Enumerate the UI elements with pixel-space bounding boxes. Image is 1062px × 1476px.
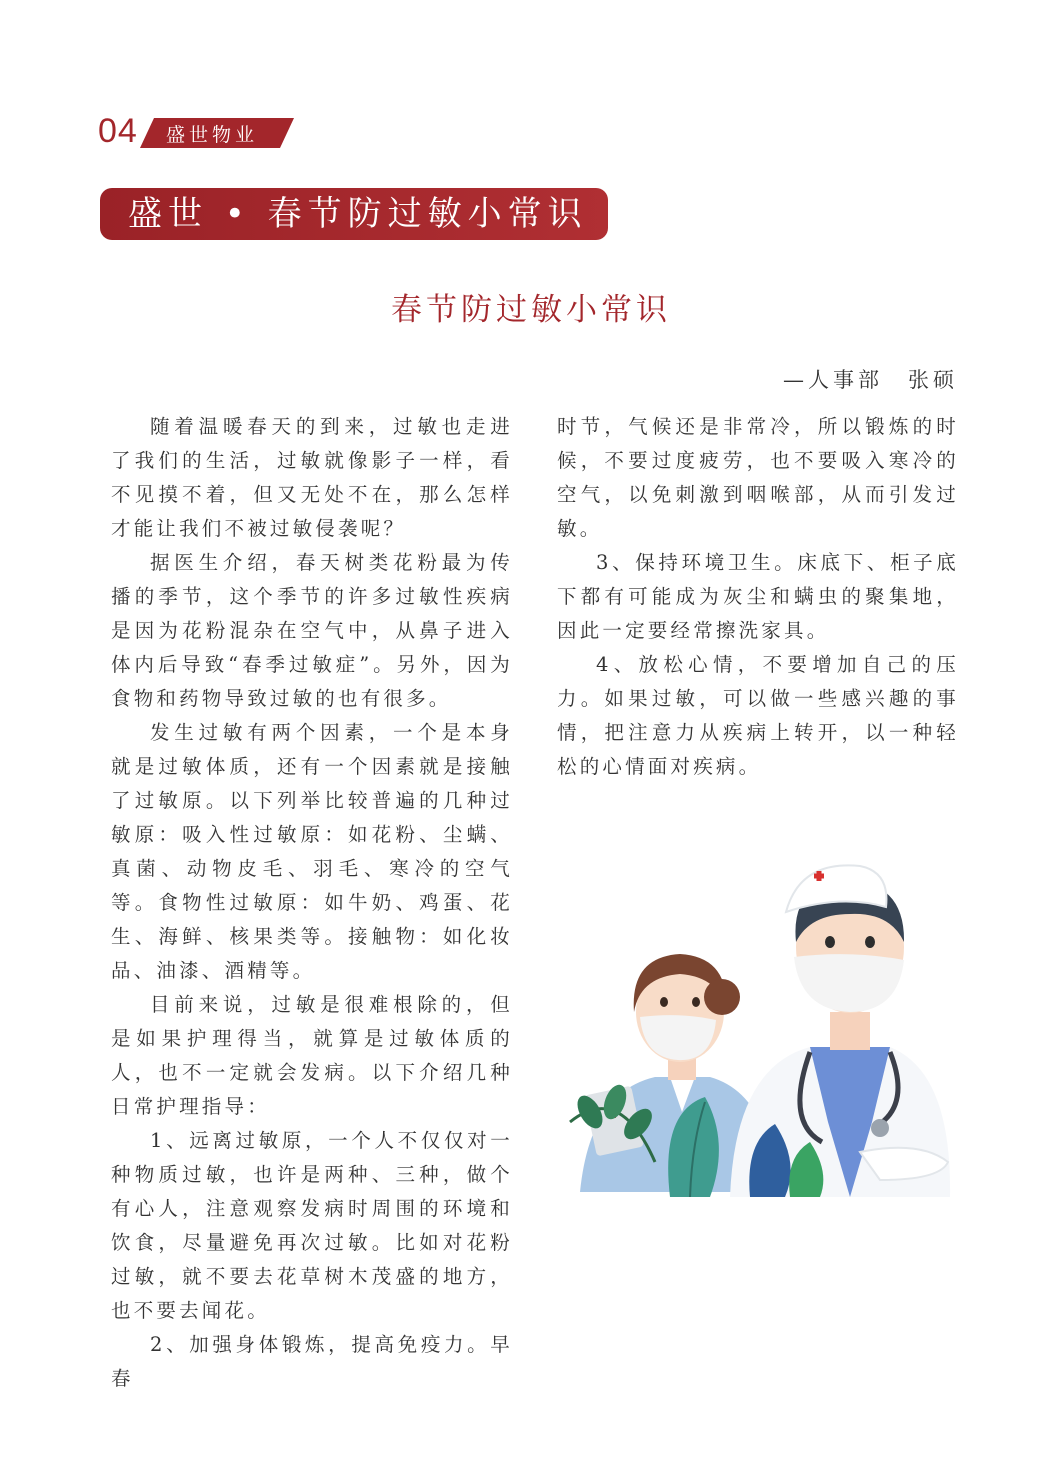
paragraph: 据医生介绍，春天树类花粉最为传播的季节，这个季节的许多过敏性疾病是因为花粉混杂在空气中，从鼻子进入体内后导致“春季过敏症”。另外，因为食物和药物导致过敏的也有很多。	[111, 551, 513, 710]
doctor-nurse-illustration	[560, 862, 960, 1207]
paragraph: 1、远离过敏原，一个人不仅仅对一种物质过敏，也许是两种、三种，做个有心人，注意观察发病时周围的环境和饮食，尽量避免再次过敏。比如对花粉过敏，就不要去花草树木茂盛的地方，也不要去闻花。	[111, 1129, 513, 1322]
paragraph: 随着温暖春天的到来，过敏也走进了我们的生活，过敏就像影子一样，看不见摸不着，但又无处不在，那么怎样才能让我们不被过敏侵袭呢？	[111, 415, 513, 540]
byline: —人事部 张硕	[783, 368, 958, 392]
section-banner-title: 盛世 • 春节防过敏小常识	[128, 194, 588, 234]
paragraph: 目前来说，过敏是很难根除的，但是如果护理得当，就算是过敏体质的人，也不一定就会发病。以下介绍几种日常护理指导：	[111, 993, 513, 1118]
article-title: 春节防过敏小常识	[391, 292, 671, 328]
paragraph: 2、加强身体锻炼，提高免疫力。早春	[111, 1333, 513, 1390]
paragraph: 发生过敏有两个因素，一个是本身就是过敏体质，还有一个因素就是接触了过敏原。以下列举比较普遍的几种过敏原：吸入性过敏原：如花粉、尘螨、真菌、动物皮毛、羽毛、寒冷的空气等。食物性过敏原：如牛奶、鸡蛋、花生、海鲜、核果类等。接触物：如化妆品、油漆、酒精等。	[111, 721, 513, 982]
paragraph: 4、放松心情，不要增加自己的压力。如果过敏，可以做一些感兴趣的事情，把注意力从疾病上转开，以一种轻松的心情面对疾病。	[557, 653, 959, 778]
paragraph: 3、保持环境卫生。床底下、柜子底下都有可能成为灰尘和螨虫的聚集地，因此一定要经常擦洗家具。	[557, 551, 959, 642]
page-number: 04	[98, 112, 138, 150]
right-column	[557, 410, 959, 784]
magazine-name: 盛世物业	[166, 124, 259, 146]
paragraph-continuation: 时节，气候还是非常冷，所以锻炼的时候，不要过度疲劳，也不要吸入寒冷的空气，以免刺激到咽喉部，从而引发过敏。	[557, 415, 959, 540]
left-column	[111, 410, 513, 1396]
